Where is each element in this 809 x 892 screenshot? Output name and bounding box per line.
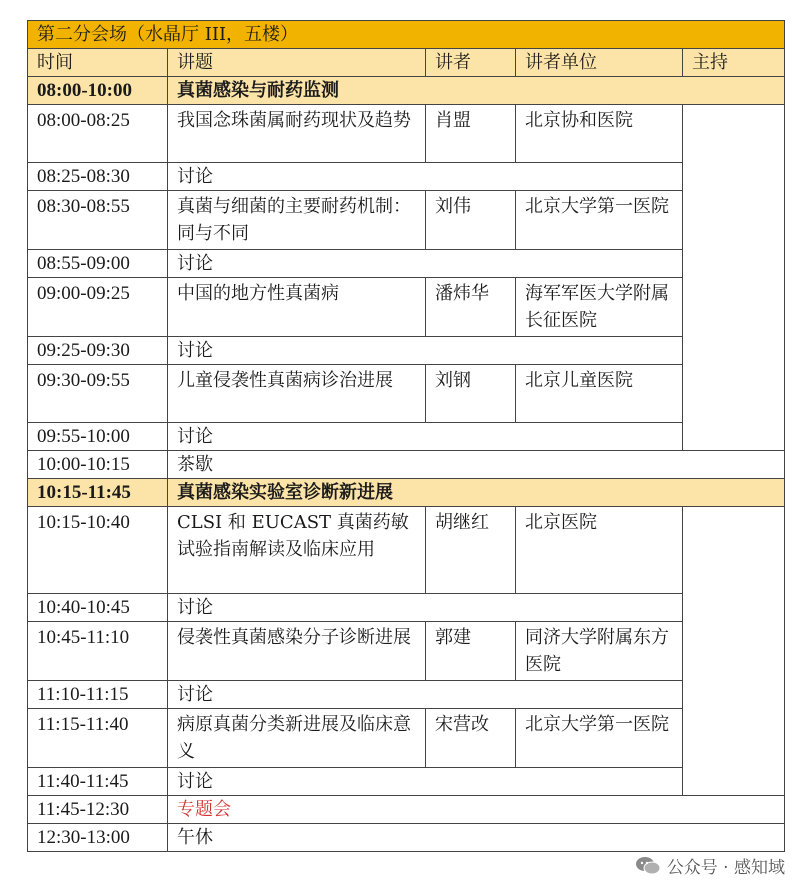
table-row: [28, 451, 785, 479]
table-row: [28, 278, 785, 337]
row-topic: 午休: [168, 824, 785, 852]
row-speaker: 郭建: [426, 622, 516, 681]
schedule-table: [27, 20, 785, 852]
row-topic: 讨论: [168, 163, 683, 191]
row-time: 11:40-11:45: [28, 768, 168, 796]
header-host: 主持: [683, 49, 785, 77]
row-time: 10:15-10:40: [28, 507, 168, 594]
table-row: [28, 681, 785, 709]
row-speaker: 宋营改: [426, 709, 516, 768]
row-unit: 北京儿童医院: [516, 365, 683, 423]
row-time: 09:25-09:30: [28, 337, 168, 365]
row-time: 11:10-11:15: [28, 681, 168, 709]
table-row: [28, 423, 785, 451]
row-time: 10:00-10:15: [28, 451, 168, 479]
row-topic: 真菌与细菌的主要耐药机制：同与不同: [168, 191, 426, 250]
host-cell: [683, 105, 785, 451]
row-speaker: 刘伟: [426, 191, 516, 250]
wechat-icon: [635, 856, 661, 876]
section-title: 真菌感染实验室诊断新进展: [168, 479, 785, 507]
table-row: [28, 622, 785, 681]
watermark-text: 公众号 · 感知域: [666, 858, 785, 878]
row-topic: 中国的地方性真菌病: [168, 278, 426, 337]
row-unit: 北京大学第一医院: [516, 191, 683, 250]
row-topic: 讨论: [168, 250, 683, 278]
row-topic: 讨论: [168, 681, 683, 709]
row-topic: 我国念珠菌属耐药现状及趋势: [168, 105, 426, 163]
row-time: 09:55-10:00: [28, 423, 168, 451]
row-topic: 讨论: [168, 423, 683, 451]
section-time: 10:15-11:45: [28, 479, 168, 507]
row-topic: CLSI 和 EUCAST 真菌药敏试验指南解读及临床应用: [168, 507, 426, 594]
header-row: [28, 49, 785, 77]
row-time: 11:15-11:40: [28, 709, 168, 768]
table-row: [28, 191, 785, 250]
row-topic-special: 专题会: [168, 796, 785, 824]
row-time: 09:30-09:55: [28, 365, 168, 423]
row-topic: 讨论: [168, 594, 683, 622]
section-time: 08:00-10:00: [28, 77, 168, 105]
header-speaker: 讲者: [426, 49, 516, 77]
row-topic: 儿童侵袭性真菌病诊治进展: [168, 365, 426, 423]
row-topic: 讨论: [168, 768, 683, 796]
row-time: 08:55-09:00: [28, 250, 168, 278]
row-speaker: 刘钢: [426, 365, 516, 423]
row-unit: 海军军医大学附属长征医院: [516, 278, 683, 337]
row-time: 11:45-12:30: [28, 796, 168, 824]
row-unit: 北京协和医院: [516, 105, 683, 163]
row-time: 10:45-11:10: [28, 622, 168, 681]
row-topic: 侵袭性真菌感染分子诊断进展: [168, 622, 426, 681]
row-unit: 北京医院: [516, 507, 683, 594]
table-row: [28, 594, 785, 622]
table-title: 第二分会场（水晶厅 III，五楼）: [28, 21, 785, 49]
table-row: [28, 105, 785, 163]
row-unit: 同济大学附属东方医院: [516, 622, 683, 681]
table-row: [28, 365, 785, 423]
row-unit: 北京大学第一医院: [516, 709, 683, 768]
row-time: 08:30-08:55: [28, 191, 168, 250]
row-speaker: 肖盟: [426, 105, 516, 163]
row-time: 12:30-13:00: [28, 824, 168, 852]
header-topic: 讲题: [168, 49, 426, 77]
host-cell: [683, 507, 785, 796]
row-speaker: 潘炜华: [426, 278, 516, 337]
section-row: [28, 479, 785, 507]
table-row: [28, 337, 785, 365]
row-time: 10:40-10:45: [28, 594, 168, 622]
title-row: [28, 21, 785, 49]
section-title: 真菌感染与耐药监测: [168, 77, 785, 105]
watermark: [635, 853, 785, 878]
header-time: 时间: [28, 49, 168, 77]
section-row: [28, 77, 785, 105]
table-row: [28, 709, 785, 768]
row-speaker: 胡继红: [426, 507, 516, 594]
table-row: [28, 768, 785, 796]
header-unit: 讲者单位: [516, 49, 683, 77]
row-topic: 茶歇: [168, 451, 785, 479]
row-time: 08:00-08:25: [28, 105, 168, 163]
table-row: [28, 250, 785, 278]
row-time: 08:25-08:30: [28, 163, 168, 191]
table-row: [28, 824, 785, 852]
table-row: [28, 163, 785, 191]
row-topic: 病原真菌分类新进展及临床意义: [168, 709, 426, 768]
row-time: 09:00-09:25: [28, 278, 168, 337]
table-row: [28, 507, 785, 594]
table-row: [28, 796, 785, 824]
row-topic: 讨论: [168, 337, 683, 365]
